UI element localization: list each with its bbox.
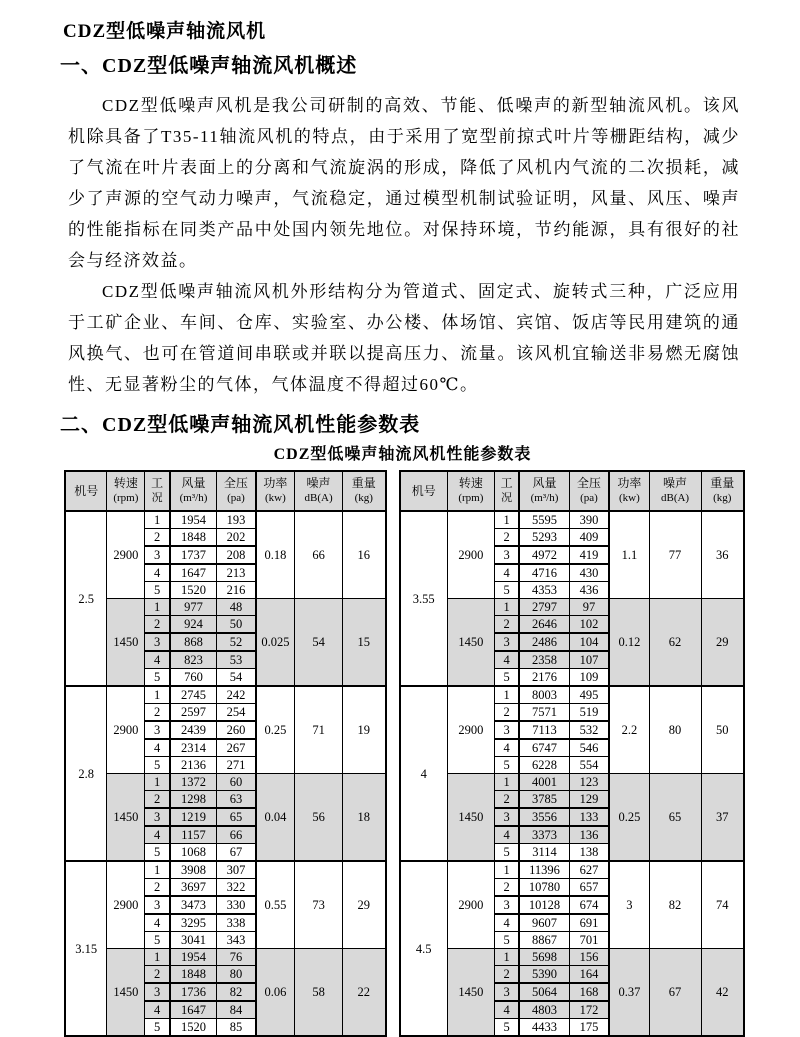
cell-condition: 5 [494, 844, 519, 862]
cell-condition: 1 [145, 949, 170, 966]
table-caption: CDZ型低噪声轴流风机性能参数表 [273, 446, 532, 463]
column-header-noise: 噪声 dB(A) [649, 471, 701, 511]
performance-table-left [64, 470, 387, 1037]
cell-airflow: 4353 [519, 582, 569, 599]
cell-pressure: 52 [217, 633, 256, 651]
cell-airflow: 1848 [170, 529, 217, 547]
cell-condition: 5 [145, 669, 170, 687]
cell-pressure: 208 [217, 546, 256, 564]
cell-weight: 29 [343, 861, 386, 949]
column-header-condition: 工 况 [494, 471, 519, 511]
cell-condition: 4 [494, 651, 519, 669]
cell-airflow: 3908 [170, 861, 217, 879]
cell-condition: 1 [494, 949, 519, 966]
cell-weight: 74 [701, 861, 744, 949]
cell-condition: 3 [145, 633, 170, 651]
cell-pressure: 164 [569, 966, 609, 984]
cell-rpm: 1450 [107, 599, 145, 687]
cell-condition: 1 [145, 861, 170, 879]
cell-airflow: 1647 [170, 1001, 217, 1019]
column-header-model: 机号 [65, 471, 107, 511]
cell-power: 0.55 [256, 861, 295, 949]
section-heading-parameters: 二、CDZ型低噪声轴流风机性能参数表 [60, 414, 421, 436]
cell-noise: 66 [295, 511, 343, 599]
cell-condition: 5 [494, 669, 519, 687]
cell-airflow: 4716 [519, 564, 569, 582]
cell-pressure: 271 [217, 757, 256, 774]
cell-condition: 4 [145, 564, 170, 582]
cell-airflow: 8867 [519, 932, 569, 949]
cell-pressure: 546 [569, 739, 609, 757]
cell-airflow: 2136 [170, 757, 217, 774]
cell-airflow: 5595 [519, 511, 569, 529]
table-row [65, 774, 386, 791]
cell-pressure: 390 [569, 511, 609, 529]
cell-pressure: 107 [569, 651, 609, 669]
cell-pressure: 343 [217, 932, 256, 949]
cell-airflow: 3473 [170, 896, 217, 914]
cell-condition: 5 [494, 932, 519, 949]
cell-condition: 5 [145, 757, 170, 774]
cell-airflow: 6747 [519, 739, 569, 757]
cell-pressure: 129 [569, 791, 609, 809]
cell-condition: 3 [494, 633, 519, 651]
cell-airflow: 4001 [519, 774, 569, 791]
cell-condition: 2 [494, 704, 519, 722]
column-header-weight: 重量 (kg) [701, 471, 744, 511]
cell-rpm: 2900 [447, 861, 494, 949]
cell-pressure: 701 [569, 932, 609, 949]
cell-airflow: 11396 [519, 861, 569, 879]
cell-pressure: 260 [217, 721, 256, 739]
cell-airflow: 4972 [519, 546, 569, 564]
cell-noise: 80 [649, 686, 701, 774]
column-header-model: 机号 [400, 471, 448, 511]
cell-airflow: 977 [170, 599, 217, 616]
cell-condition: 2 [145, 529, 170, 547]
cell-condition: 2 [494, 529, 519, 547]
cell-rpm: 2900 [107, 686, 145, 774]
cell-rpm: 2900 [447, 511, 494, 599]
cell-pressure: 80 [217, 966, 256, 984]
cell-airflow: 868 [170, 633, 217, 651]
cell-airflow: 2597 [170, 704, 217, 722]
cell-power: 0.25 [256, 686, 295, 774]
table-row [65, 599, 386, 616]
cell-pressure: 409 [569, 529, 609, 547]
cell-condition: 5 [145, 932, 170, 949]
table-row [65, 949, 386, 966]
cell-pressure: 175 [569, 1019, 609, 1037]
cell-weight: 42 [701, 949, 744, 1037]
cell-condition: 2 [145, 704, 170, 722]
table-row [400, 949, 744, 966]
cell-condition: 4 [494, 1001, 519, 1019]
cell-condition: 2 [494, 966, 519, 984]
cell-power: 0.37 [609, 949, 649, 1037]
cell-condition: 3 [494, 721, 519, 739]
cell-airflow: 5293 [519, 529, 569, 547]
cell-pressure: 307 [217, 861, 256, 879]
cell-airflow: 1157 [170, 826, 217, 844]
cell-condition: 5 [145, 1019, 170, 1037]
cell-power: 0.04 [256, 774, 295, 862]
cell-noise: 56 [295, 774, 343, 862]
cell-pressure: 519 [569, 704, 609, 722]
cell-airflow: 3697 [170, 879, 217, 897]
cell-model: 3.55 [400, 511, 448, 686]
cell-airflow: 1068 [170, 844, 217, 862]
cell-airflow: 10128 [519, 896, 569, 914]
cell-airflow: 2314 [170, 739, 217, 757]
cell-pressure: 254 [217, 704, 256, 722]
cell-power: 0.025 [256, 599, 295, 687]
cell-rpm: 2900 [107, 861, 145, 949]
cell-pressure: 136 [569, 826, 609, 844]
column-header-airflow: 风量 (m³/h) [170, 471, 217, 511]
cell-pressure: 674 [569, 896, 609, 914]
cell-pressure: 66 [217, 826, 256, 844]
cell-pressure: 65 [217, 808, 256, 826]
column-header-pressure: 全压 (pa) [217, 471, 256, 511]
column-header-power: 功率 (kw) [609, 471, 649, 511]
cell-pressure: 430 [569, 564, 609, 582]
cell-noise: 58 [295, 949, 343, 1037]
cell-airflow: 1372 [170, 774, 217, 791]
cell-noise: 71 [295, 686, 343, 774]
cell-pressure: 63 [217, 791, 256, 809]
cell-pressure: 213 [217, 564, 256, 582]
cell-pressure: 554 [569, 757, 609, 774]
cell-airflow: 3041 [170, 932, 217, 949]
cell-airflow: 2646 [519, 616, 569, 634]
cell-airflow: 1298 [170, 791, 217, 809]
cell-pressure: 67 [217, 844, 256, 862]
cell-pressure: 193 [217, 511, 256, 529]
header-row [65, 471, 386, 511]
cell-noise: 73 [295, 861, 343, 949]
cell-condition: 2 [494, 879, 519, 897]
cell-airflow: 4433 [519, 1019, 569, 1037]
column-header-condition: 工 况 [145, 471, 170, 511]
cell-airflow: 7571 [519, 704, 569, 722]
cell-condition: 5 [494, 757, 519, 774]
cell-airflow: 2439 [170, 721, 217, 739]
cell-model: 2.5 [65, 511, 107, 686]
cell-airflow: 1520 [170, 1019, 217, 1037]
cell-pressure: 532 [569, 721, 609, 739]
cell-airflow: 3295 [170, 914, 217, 932]
cell-weight: 22 [343, 949, 386, 1037]
cell-condition: 4 [145, 914, 170, 932]
cell-pressure: 202 [217, 529, 256, 547]
cell-airflow: 6228 [519, 757, 569, 774]
cell-model: 3.15 [65, 861, 107, 1036]
cell-condition: 1 [145, 511, 170, 529]
cell-condition: 5 [145, 582, 170, 599]
cell-condition: 2 [145, 879, 170, 897]
cell-pressure: 627 [569, 861, 609, 879]
cell-airflow: 1647 [170, 564, 217, 582]
cell-condition: 2 [145, 791, 170, 809]
cell-condition: 2 [145, 966, 170, 984]
cell-pressure: 102 [569, 616, 609, 634]
cell-condition: 2 [145, 616, 170, 634]
cell-condition: 3 [494, 983, 519, 1001]
cell-condition: 1 [494, 686, 519, 704]
cell-airflow: 7113 [519, 721, 569, 739]
document-title: CDZ型低噪声轴流风机 [63, 21, 267, 42]
cell-condition: 4 [494, 826, 519, 844]
performance-table-right [399, 470, 745, 1037]
cell-noise: 82 [649, 861, 701, 949]
cell-condition: 4 [145, 651, 170, 669]
cell-pressure: 242 [217, 686, 256, 704]
cell-airflow: 5698 [519, 949, 569, 966]
cell-power: 0.06 [256, 949, 295, 1037]
table-row [65, 861, 386, 879]
cell-rpm: 1450 [447, 949, 494, 1037]
cell-pressure: 97 [569, 599, 609, 616]
cell-pressure: 330 [217, 896, 256, 914]
cell-weight: 37 [701, 774, 744, 862]
column-header-weight: 重量 (kg) [343, 471, 386, 511]
cell-weight: 36 [701, 511, 744, 599]
cell-pressure: 657 [569, 879, 609, 897]
cell-condition: 5 [145, 844, 170, 862]
cell-condition: 4 [145, 826, 170, 844]
cell-noise: 54 [295, 599, 343, 687]
column-header-pressure: 全压 (pa) [569, 471, 609, 511]
cell-airflow: 1954 [170, 949, 217, 966]
cell-condition: 2 [494, 616, 519, 634]
paragraph-overview-2: CDZ型低噪声轴流风机外形结构分为管道式、固定式、旋转式三种，广泛应用于工矿企业、车间、仓库、实验室、办公楼、体场馆、宾馆、饭店等民用建筑的通风换气、也可在管道间串联或并联以提高压力、流量。该风机宜输送非易燃无腐蚀性、无显著粉尘的气体，气体温度不得超过60℃。 [68, 282, 740, 394]
cell-airflow: 9607 [519, 914, 569, 932]
cell-airflow: 3785 [519, 791, 569, 809]
cell-condition: 4 [145, 1001, 170, 1019]
cell-airflow: 1520 [170, 582, 217, 599]
cell-pressure: 133 [569, 808, 609, 826]
cell-pressure: 156 [569, 949, 609, 966]
cell-model: 2.8 [65, 686, 107, 861]
cell-condition: 1 [494, 774, 519, 791]
cell-pressure: 50 [217, 616, 256, 634]
cell-airflow: 1848 [170, 966, 217, 984]
cell-condition: 3 [145, 546, 170, 564]
cell-airflow: 3114 [519, 844, 569, 862]
cell-airflow: 2745 [170, 686, 217, 704]
cell-pressure: 85 [217, 1019, 256, 1037]
tables-row [64, 470, 745, 1037]
column-header-airflow: 风量 (m³/h) [519, 471, 569, 511]
cell-rpm: 1450 [107, 949, 145, 1037]
column-header-noise: 噪声 dB(A) [295, 471, 343, 511]
cell-pressure: 338 [217, 914, 256, 932]
cell-power: 0.25 [609, 774, 649, 862]
cell-airflow: 823 [170, 651, 217, 669]
cell-condition: 1 [494, 599, 519, 616]
cell-pressure: 104 [569, 633, 609, 651]
cell-pressure: 54 [217, 669, 256, 687]
cell-pressure: 436 [569, 582, 609, 599]
cell-airflow: 5064 [519, 983, 569, 1001]
cell-power: 1.1 [609, 511, 649, 599]
cell-pressure: 48 [217, 599, 256, 616]
cell-airflow: 5390 [519, 966, 569, 984]
cell-pressure: 216 [217, 582, 256, 599]
cell-power: 3 [609, 861, 649, 949]
cell-condition: 4 [494, 739, 519, 757]
table-row [400, 511, 744, 529]
cell-condition: 4 [145, 739, 170, 757]
cell-noise: 67 [649, 949, 701, 1037]
cell-weight: 15 [343, 599, 386, 687]
cell-condition: 1 [494, 861, 519, 879]
cell-weight: 19 [343, 686, 386, 774]
paragraph-overview-1: CDZ型低噪声风机是我公司研制的高效、节能、低噪声的新型轴流风机。该风机除具备了T35-11轴流风机的特点，由于采用了宽型前掠式叶片等栅距结构，减少了气流在叶片表面上的分离和气流旋涡的形成，降低了风机内气流的二次损耗，减少了声源的空气动力噪声，气流稳定，通过模型机制试验证明，风量、风压、噪声的性能指标在同类产品中处国内领先地位。对保持环境，节约能源，具有很好的社会与经济效益。 [68, 96, 740, 270]
column-header-rpm: 转速 (rpm) [447, 471, 494, 511]
cell-condition: 3 [494, 896, 519, 914]
cell-airflow: 2358 [519, 651, 569, 669]
table-row [400, 686, 744, 704]
cell-pressure: 267 [217, 739, 256, 757]
cell-weight: 50 [701, 686, 744, 774]
cell-airflow: 1219 [170, 808, 217, 826]
cell-noise: 65 [649, 774, 701, 862]
cell-rpm: 1450 [447, 599, 494, 687]
cell-pressure: 322 [217, 879, 256, 897]
cell-condition: 4 [494, 914, 519, 932]
cell-pressure: 138 [569, 844, 609, 862]
cell-pressure: 82 [217, 983, 256, 1001]
cell-power: 0.12 [609, 599, 649, 687]
column-header-rpm: 转速 (rpm) [107, 471, 145, 511]
cell-airflow: 8003 [519, 686, 569, 704]
cell-weight: 29 [701, 599, 744, 687]
cell-rpm: 1450 [107, 774, 145, 862]
cell-condition: 3 [145, 808, 170, 826]
cell-pressure: 76 [217, 949, 256, 966]
column-header-power: 功率 (kw) [256, 471, 295, 511]
cell-pressure: 109 [569, 669, 609, 687]
cell-condition: 3 [145, 721, 170, 739]
cell-condition: 5 [494, 582, 519, 599]
cell-condition: 1 [145, 686, 170, 704]
cell-airflow: 760 [170, 669, 217, 687]
cell-airflow: 2176 [519, 669, 569, 687]
cell-pressure: 60 [217, 774, 256, 791]
cell-airflow: 4803 [519, 1001, 569, 1019]
cell-pressure: 172 [569, 1001, 609, 1019]
cell-condition: 2 [494, 791, 519, 809]
cell-airflow: 10780 [519, 879, 569, 897]
cell-pressure: 419 [569, 546, 609, 564]
cell-pressure: 53 [217, 651, 256, 669]
cell-condition: 4 [494, 564, 519, 582]
table-row [400, 861, 744, 879]
cell-condition: 1 [494, 511, 519, 529]
cell-airflow: 924 [170, 616, 217, 634]
cell-condition: 3 [145, 896, 170, 914]
cell-power: 0.18 [256, 511, 295, 599]
cell-noise: 77 [649, 511, 701, 599]
cell-airflow: 3373 [519, 826, 569, 844]
cell-rpm: 2900 [107, 511, 145, 599]
cell-weight: 16 [343, 511, 386, 599]
cell-pressure: 123 [569, 774, 609, 791]
cell-model: 4.5 [400, 861, 448, 1036]
cell-airflow: 1954 [170, 511, 217, 529]
cell-airflow: 2797 [519, 599, 569, 616]
cell-airflow: 3556 [519, 808, 569, 826]
table-row [400, 599, 744, 616]
cell-condition: 5 [494, 1019, 519, 1037]
cell-rpm: 2900 [447, 686, 494, 774]
cell-condition: 3 [145, 983, 170, 1001]
header-row [400, 471, 744, 511]
cell-weight: 18 [343, 774, 386, 862]
cell-model: 4 [400, 686, 448, 861]
cell-pressure: 691 [569, 914, 609, 932]
table-row [65, 511, 386, 529]
cell-pressure: 495 [569, 686, 609, 704]
cell-noise: 62 [649, 599, 701, 687]
cell-condition: 3 [494, 546, 519, 564]
cell-condition: 1 [145, 599, 170, 616]
cell-airflow: 2486 [519, 633, 569, 651]
section-heading-overview: 一、CDZ型低噪声轴流风机概述 [60, 55, 358, 77]
cell-pressure: 84 [217, 1001, 256, 1019]
cell-condition: 1 [145, 774, 170, 791]
cell-airflow: 1736 [170, 983, 217, 1001]
cell-airflow: 1737 [170, 546, 217, 564]
cell-pressure: 168 [569, 983, 609, 1001]
table-row [400, 774, 744, 791]
cell-condition: 3 [494, 808, 519, 826]
cell-power: 2.2 [609, 686, 649, 774]
table-row [65, 686, 386, 704]
cell-rpm: 1450 [447, 774, 494, 862]
